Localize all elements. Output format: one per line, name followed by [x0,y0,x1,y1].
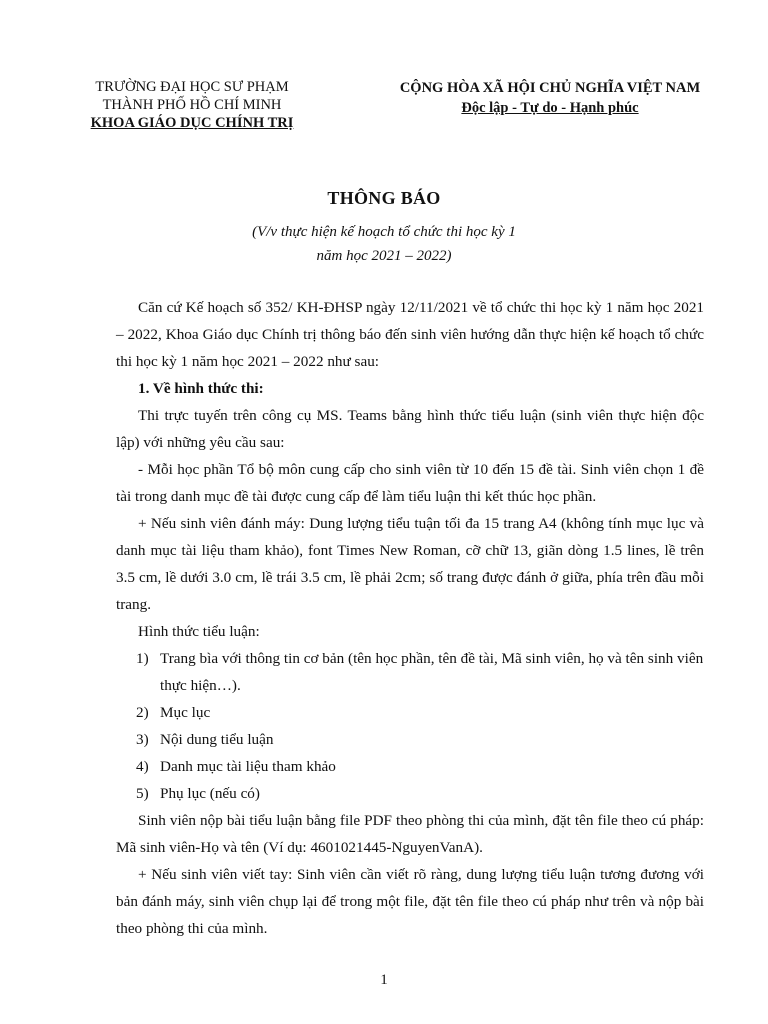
country-name: CỘNG HÒA XÃ HỘI CHỦ NGHĨA VIỆT NAM [399,80,701,96]
subtitle-line2: năm học 2021 – 2022) [316,248,452,264]
section-heading: 1. Về hình thức thi: [138,380,264,397]
list-item-number: 3) [136,731,149,748]
online-exam-paragraph: Thi trực tuyến trên công cụ MS. Teams bằng hình thức tiểu luận (sinh viên thực hiện độc lập) với những yêu cầu sau: [116,407,704,451]
handwritten-paragraph: + Nếu sinh viên viết tay: Sinh viên cần viết rõ ràng, dung lượng tiểu luận tương đương với bản đánh máy, sinh viên chụp lại để trong một file, đặt tên file theo cú pháp như trên và nộp bài theo phòng thi của mình. [116,866,704,937]
essay-format-label: Hình thức tiểu luận: [138,623,260,640]
essay-structure-list [116,645,704,807]
document-title: THÔNG BÁO [327,188,441,208]
document-subtitle [0,220,768,268]
intro-paragraph: Căn cứ Kế hoạch số 352/ KH-ĐHSP ngày 12/11/2021 về tổ chức thi học kỳ 1 năm học 2021 – 2022, Khoa Giáo dục Chính trị thông báo đến sinh viên hướng dẫn thực hiện kế hoạch tổ chức thi học kỳ 1 năm học 2021 – 2022 như sau: [116,299,704,370]
typed-essay-paragraph: + Nếu sinh viên đánh máy: Dung lượng tiểu tuận tối đa 15 trang A4 (không tính mục lục và danh mục tài liệu tham khảo), font Times New Roman, cỡ chữ 13, giãn dòng 1.5 lines, lề trên 3.5 cm, lề dưới 3.0 cm, lề trái 3.5 cm, lề phải 2cm; số trang được đánh ở giữa, phía trên đầu mỗi trang. [116,515,704,613]
subtitle-line1: (V/v thực hiện kế hoạch tổ chức thi học kỳ 1 [252,224,516,240]
list-item [116,645,704,699]
list-item-number: 1) [136,650,149,667]
list-item-number: 2) [136,704,149,721]
national-header [380,78,720,118]
institution-header [82,78,302,132]
list-item-text: Danh mục tài liệu tham khảo [160,758,336,775]
list-item [116,726,704,753]
list-item-number: 4) [136,758,149,775]
list-item-text: Nội dung tiểu luận [160,731,274,748]
university-name-line1: TRƯỜNG ĐẠI HỌC SƯ PHẠM [95,79,289,95]
national-motto: Độc lập - Tự do - Hạnh phúc [461,100,639,116]
list-item-text: Mục lục [160,704,211,721]
university-name-line2: THÀNH PHỐ HỒ CHÍ MINH [102,97,282,113]
topics-paragraph: - Mỗi học phần Tổ bộ môn cung cấp cho sinh viên từ 10 đến 15 đề tài. Sinh viên chọn 1 đề tài trong danh mục đề tài được cung cấp để làm tiểu luận thi kết thúc học phần. [116,461,704,505]
list-item [116,780,704,807]
department-name: KHOA GIÁO DỤC CHÍNH TRỊ [90,115,294,131]
list-item [116,699,704,726]
page-number: 1 [380,972,388,988]
list-item [116,753,704,780]
list-item-text: Trang bìa với thông tin cơ bản (tên học phần, tên đề tài, Mã sinh viên, họ và tên sinh viên thực hiện…). [160,650,704,694]
list-item-text: Phụ lục (nếu có) [160,785,260,802]
document-body [116,294,704,942]
submission-paragraph: Sinh viên nộp bài tiểu luận bằng file PDF theo phòng thi của mình, đặt tên file theo cú pháp: Mã sinh viên-Họ và tên (Ví dụ: 4601021445-NguyenVanA). [116,812,704,856]
list-item-number: 5) [136,785,149,802]
